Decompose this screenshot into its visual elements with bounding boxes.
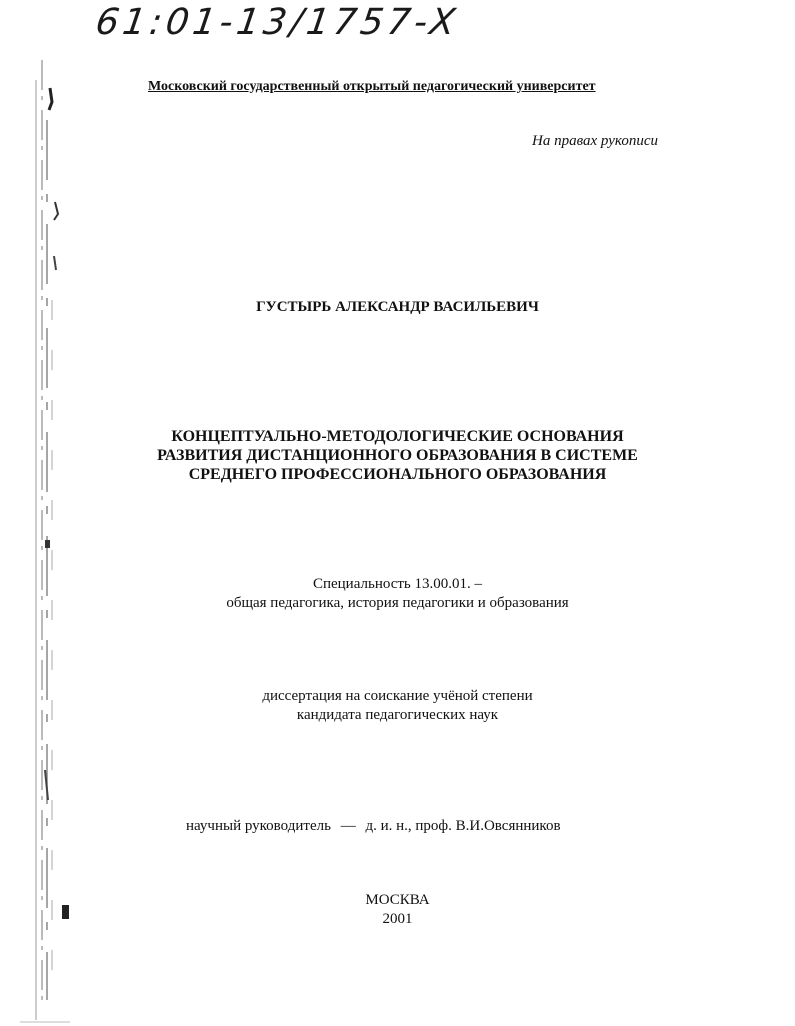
archive-number-handwritten: 61:01-13/1757-X [93, 2, 462, 43]
supervisor-line [186, 818, 561, 835]
year: 2001 [382, 911, 413, 927]
supervisor-dash: — [340, 818, 356, 834]
supervisor-name: д. и. н., проф. В.И.Овсянников [365, 818, 561, 834]
supervisor-label: научный руководитель [186, 818, 331, 834]
specialty-description: общая педагогика, история педагогики и образования [226, 595, 569, 611]
degree-line: диссертация на соискание учёной степени [262, 688, 533, 704]
city: МОСКВА [365, 892, 430, 908]
university-name: Московский государственный открытый педагогический университет [148, 79, 596, 94]
degree-block [0, 687, 795, 725]
manuscript-rights-note: На правах рукописи [532, 133, 658, 149]
title-line: КОНЦЕПТУАЛЬНО-МЕТОДОЛОГИЧЕСКИЕ ОСНОВАНИЯ [171, 428, 624, 445]
title-line: РАЗВИТИЯ ДИСТАНЦИОННОГО ОБРАЗОВАНИЯ В СИСТЕМЕ [157, 447, 638, 464]
title-line: СРЕДНЕГО ПРОФЕССИОНАЛЬНОГО ОБРАЗОВАНИЯ [188, 466, 607, 483]
degree-line: кандидата педагогических наук [296, 707, 499, 723]
scan-binding-edge [0, 0, 70, 1026]
specialty-code: Специальность 13.00.01. – [312, 576, 483, 592]
author-name: ГУСТЫРЬ АЛЕКСАНДР ВАСИЛЬЕВИЧ [256, 299, 539, 315]
dissertation-title [0, 427, 795, 484]
city-year-block [0, 891, 795, 929]
specialty-block [0, 575, 795, 613]
